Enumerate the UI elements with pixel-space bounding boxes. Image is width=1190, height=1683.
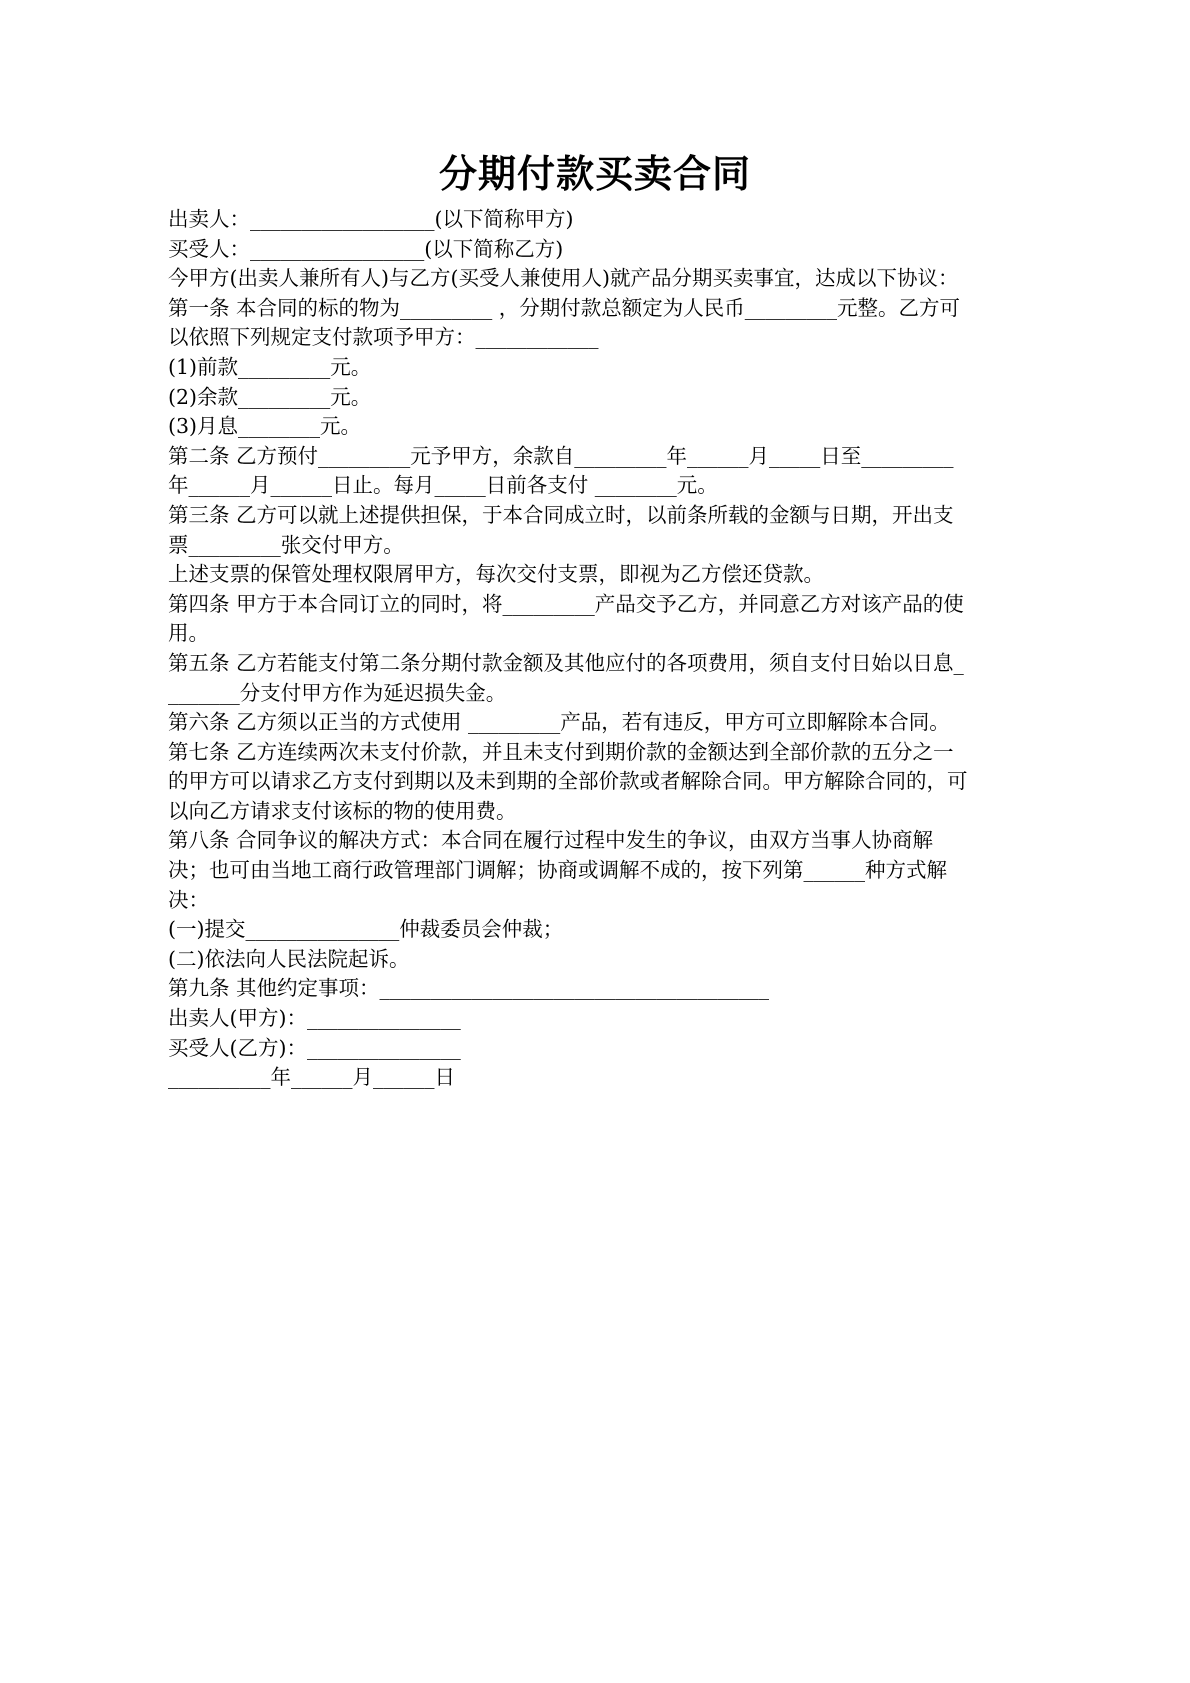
contract-line-item-2: (2)余款_________元。 [168,384,372,409]
contract-line-article-8: 第八条 合同争议的解决方式：本合同在履行过程中发生的争议，由双方当事人协商解决；也可由当地工商行政管理部门调解；协商或调解不成的，按下列第______种方式解决： [168,828,947,912]
contract-line-article-4: 第四条 甲方于本合同订立的同时，将_________产品交予乙方，并同意乙方对该产品的使用。 [168,591,964,646]
contract-line-option-2: (二)依法向人民法院起诉。 [168,946,410,971]
contract-line-buyer: 买受人：_________________(以下简称乙方) [168,236,564,261]
contract-line-article-5: 第五条 乙方若能支付第二条分期付款金额及其他应付的各项费用，须自支付日始以日息________分支付甲方作为延迟损失金。 [168,650,964,705]
contract-line-article-7: 第七条 乙方连续两次未支付价款，并且未支付到期价款的金额达到全部价款的五分之一的甲方可以请求乙方支付到期以及未到期的全部价款或者解除合同。甲方解除合同的，可以向乙方请求支付该标的物的使用费。 [168,739,968,823]
contract-line-article-6: 第六条 乙方须以正当的方式使用 _________产品，若有违反，甲方可立即解除本合同。 [168,710,950,735]
contract-line-option-1: (一)提交_______________仲裁委员会仲裁； [168,917,564,942]
contract-line-article-9: 第九条 其他约定事项：______________________________________ [168,976,770,1001]
contract-line-preamble: 今甲方(出卖人兼所有人)与乙方(买受人兼使用人)就产品分期买卖事宜，达成以下协议： [168,266,959,291]
contract-body [168,205,968,1093]
contract-line-seller: 出卖人：__________________(以下简称甲方) [168,207,574,231]
contract-line-item-3: (3)月息________元。 [168,414,362,439]
signature-line-buyer: 买受人(乙方)：_______________ [168,1035,461,1060]
signature-line-seller: 出卖人(甲方)：_______________ [168,1006,461,1031]
page-title: 分期付款买卖合同 [438,151,751,196]
contract-line-article-2: 第二条 乙方预付_________元予甲方，余款自_________年______月_____日至_________年______月______日止。每月_____日前各支付 ________元。 [168,443,954,498]
signature-line-date: __________年______月______日 [168,1065,455,1090]
contract-line-article-3-note: 上述支票的保管处理权限屑甲方，每次交付支票，即视为乙方偿还贷款。 [168,562,824,587]
contract-line-item-1: (1)前款_________元。 [168,354,372,379]
contract-line-article-1: 第一条 本合同的标的物为_________ ，分期付款总额定为人民币_________元整。乙方可以依照下列规定支付款项予甲方：____________ [168,295,961,350]
contract-line-article-3: 第三条 乙方可以就上述提供担保，于本合同成立时，以前条所载的金额与日期，开出支票_________张交付甲方。 [168,502,954,557]
